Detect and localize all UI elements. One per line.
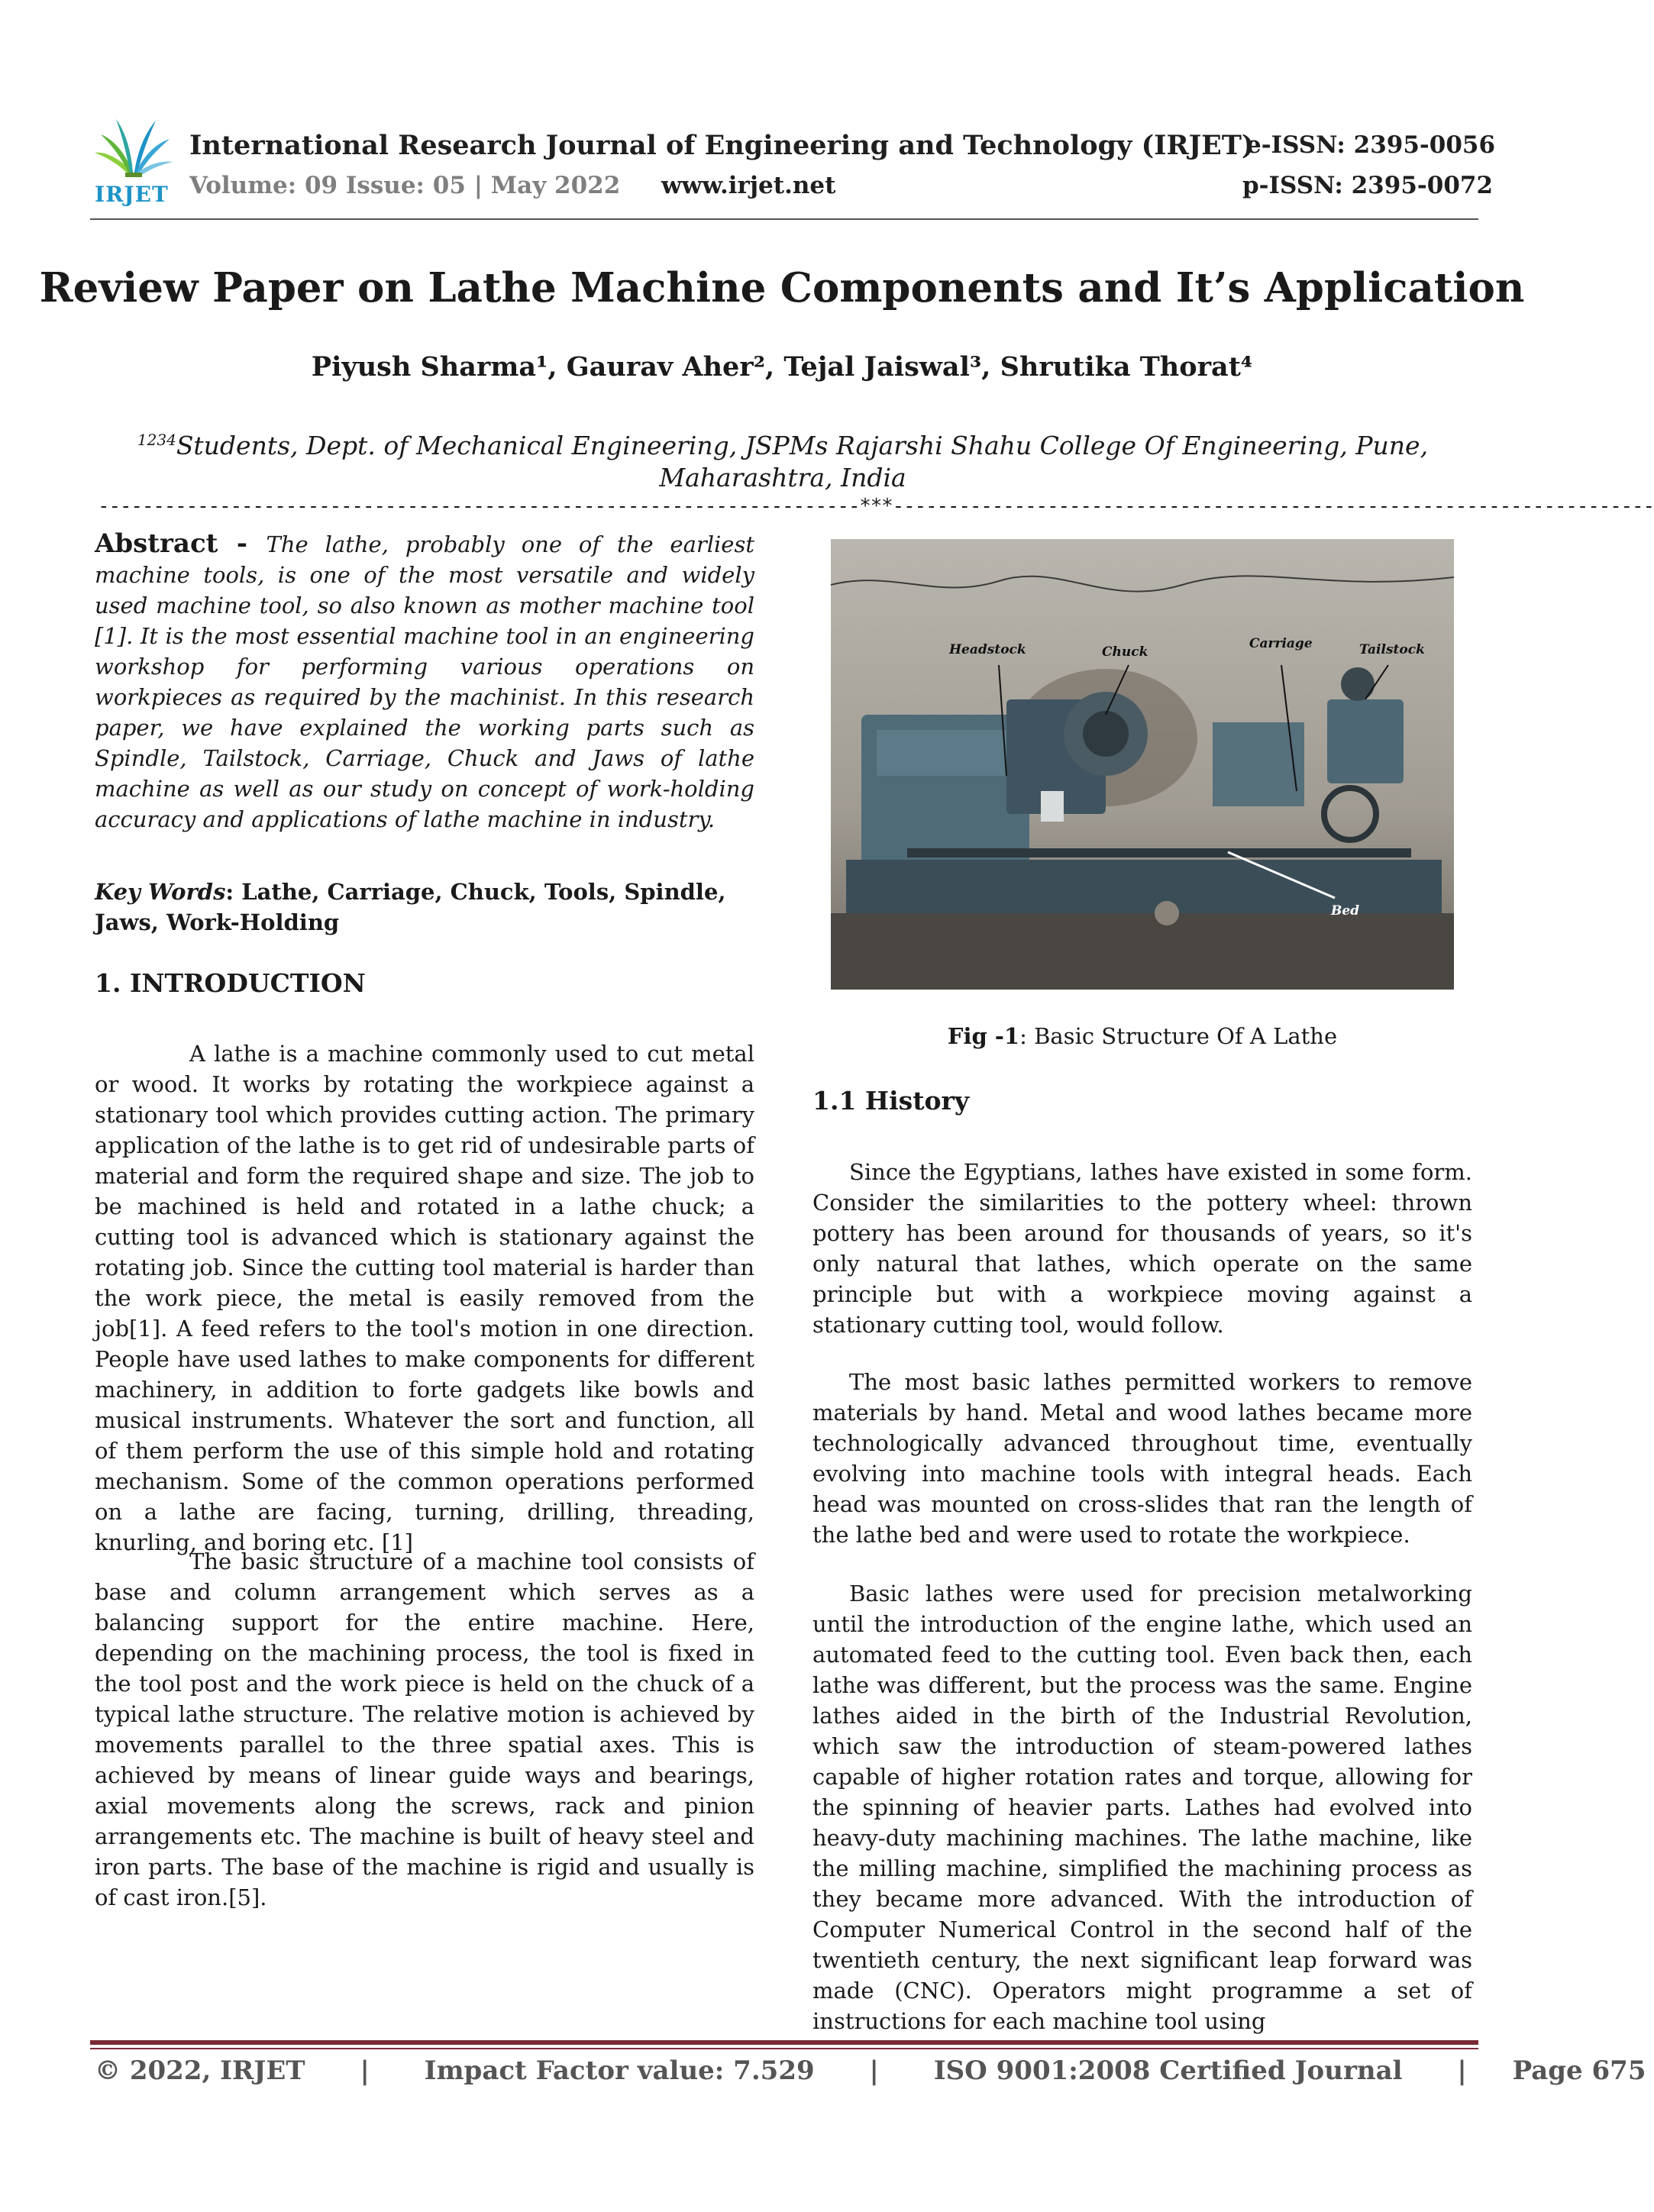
abstract-label: Abstract - <box>95 528 267 559</box>
lathe-figure <box>831 539 1454 990</box>
footer-divider <box>90 2040 1478 2045</box>
header-divider <box>90 218 1478 220</box>
section-separator: ---------------------------------------------------------------------***--------------------------------------------------------------------- <box>98 495 1654 518</box>
footer-iso: ISO 9001:2008 Certified Journal <box>933 2055 1403 2086</box>
keywords-text: : Lathe, Carriage, Chuck, Tools, Spindle, Jaws, Work-Holding <box>95 879 726 935</box>
figure-label-headstock: Headstock <box>949 642 1026 657</box>
journal-website[interactable]: www.irjet.net <box>661 172 836 199</box>
e-issn: e-ISSN: 2395-0056 <box>1246 131 1496 159</box>
paragraph: Since the Egyptians, lathes have existed in some form. Consider the similarities to the pottery wheel: thrown pottery has been around for thousands of years, so it's only natural that lathes, which operate on the same principle but with a workpiece moving against a stationary cutting tool, would follow. <box>812 1159 1472 1338</box>
figure-label-chuck: Chuck <box>1102 644 1148 660</box>
footer-divider-thin <box>90 2048 1478 2049</box>
footer-page-number: Page 675 <box>1512 2055 1646 2086</box>
abstract-text: The lathe, probably one of the earliest machine tools, is one of the most versatile and widely used machine tool, so also known as mother machine tool [1]. It is the most essential machine tool in an engineering workshop for performing various operations on workpieces as required by the machinist. In this research paper, we have explained the working parts such as Spindle, Tailstock, Carriage, Chuck and Jaws of lathe machine as well as our study on concept of work-holding accuracy and applications of lathe machine in industry. <box>95 531 754 832</box>
paragraph: A lathe is a machine commonly used to cut metal or wood. It works by rotating the workpiece against a stationary tool which provides cutting action. The primary application of the lathe is to get rid of undesirable parts of material and form the required shape and size. The job to be machined is held and rotated in a lathe chuck; a cutting tool is advanced which is stationary against the rotating job. Since the cutting tool material is harder than the work piece, the metal is easily removed from the job[1]. A feed refers to the tool's motion in one direction. People have used lathes to make components for different machinery, in addition to forte gadgets like bowls and musical instruments. Whatever the sort and function, all of them perform the use of this simple hold and rotating mechanism. Some of the common operations performed on a lathe are facing, turning, drilling, threading, knurling, and boring etc. [1] <box>95 1041 754 1555</box>
figure-caption-label: Fig -1 <box>947 1023 1020 1049</box>
figure-caption <box>812 1023 1472 1049</box>
figure-label-tailstock: Tailstock <box>1359 642 1425 657</box>
paragraph: Basic lathes were used for precision metalworking until the introduction of the engine lathe, which used an automated feed to the cutting tool. Even back then, each lathe was different, but the process was the same. Engine lathes aided in the birth of the Industrial Revolution, which saw the introduction of steam-powered lathes capable of higher rotation rates and torque, allowing for the spinning of heavier parts. Lathes had evolved into heavy-duty machining machines. The lathe machine, like the milling machine, simplified the machining process as they became more advanced. With the introduction of Computer Numerical Control in the second half of the twentieth century, the next significant leap forward was made (CNC). Operators might programme a set of instructions for each machine tool using <box>812 1581 1472 2034</box>
footer-copyright: © 2022, IRJET <box>95 2055 305 2086</box>
affiliation <box>99 424 1466 494</box>
keywords-label: Key Words <box>95 879 226 905</box>
footer-impact-factor: Impact Factor value: 7.529 <box>424 2055 815 2086</box>
footer-separator: | <box>1457 2055 1467 2086</box>
footer-separator: | <box>869 2055 879 2086</box>
journal-name: International Research Journal of Engineering and Technology (IRJET) <box>189 130 1255 161</box>
affiliation-text: Students, Dept. of Mechanical Engineering, JSPMs Rajarshi Shahu College Of Engineering, Pune, Maharashtra, India <box>176 431 1429 492</box>
paragraph: The basic structure of a machine tool consists of base and column arrangement which serves as a balancing support for the entire machine. Here, depending on the machining process, the tool is fixed in the tool post and the work piece is held on the chuck of a typical lathe structure. The relative motion is achieved by movements parallel to the three spatial axes. This is achieved by means of linear guide ways and bearings, axial movements along the screws, rack and pinion arrangements etc. The machine is built of heavy steel and iron parts. The base of the machine is rigid and usually is of cast iron.[5]. <box>95 1548 754 1910</box>
authors: Piyush Sharma¹, Gaurav Aher², Tejal Jaiswal³, Shrutika Thorat⁴ <box>311 351 1253 383</box>
keywords <box>95 877 754 938</box>
journal-logo <box>90 113 176 205</box>
section-heading-history: 1.1 History <box>812 1086 970 1116</box>
footer-separator: | <box>360 2055 370 2086</box>
page-footer <box>95 2055 1646 2086</box>
abstract <box>95 528 754 835</box>
figure-label-bed: Bed <box>1331 903 1360 919</box>
section-heading-introduction: 1. INTRODUCTION <box>95 968 366 998</box>
p-issn: p-ISSN: 2395-0072 <box>1242 172 1494 199</box>
figure-label-carriage: Carriage <box>1249 636 1313 651</box>
affiliation-superscript: 1234 <box>137 431 176 449</box>
figure-caption-text: : Basic Structure Of A Lathe <box>1019 1023 1338 1049</box>
volume-info: Volume: 09 Issue: 05 | May 2022 <box>189 172 621 199</box>
logo-text: IRJET <box>95 182 169 207</box>
paper-title: Review Paper on Lathe Machine Components and It’s Application <box>39 264 1525 312</box>
lathe-photo-illustration <box>831 539 1454 990</box>
paragraph: The most basic lathes permitted workers to remove materials by hand. Metal and wood lathes became more technologically advanced throughout time, eventually evolving into machine tools with integral heads. Each head was mounted on cross-slides that ran the length of the lathe bed and were used to rotate the workpiece. <box>812 1369 1472 1548</box>
